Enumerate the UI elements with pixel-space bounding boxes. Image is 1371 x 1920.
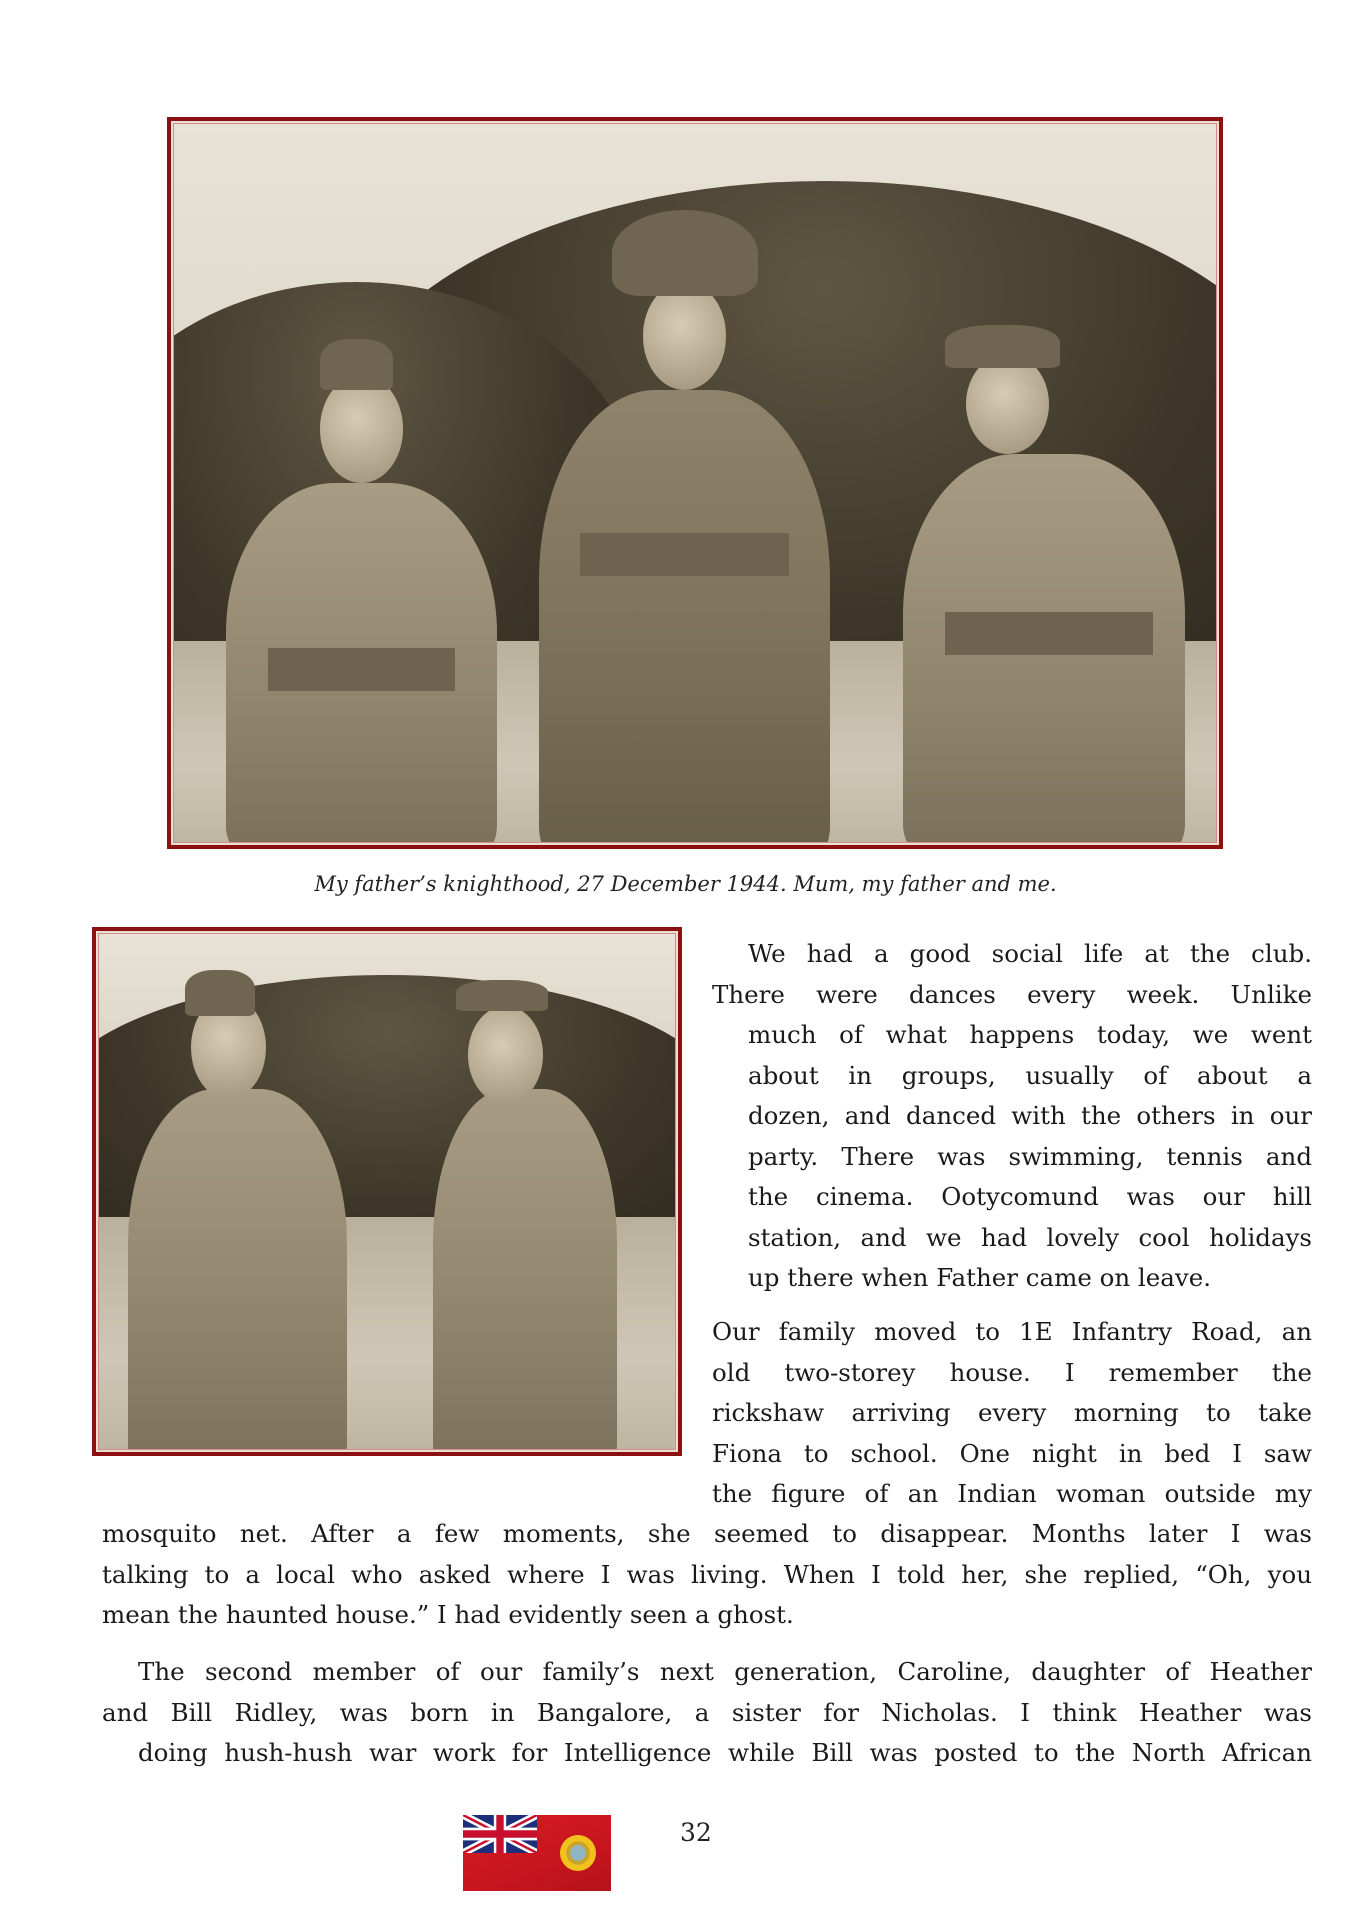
photo-person-daughter	[433, 1089, 617, 1451]
text-line: much of what happens today, we went	[748, 1020, 1312, 1049]
photo-cap	[185, 970, 254, 1016]
paragraph-infantry-road-continued	[102, 1514, 1312, 1636]
photo-slouch-hat	[612, 210, 758, 296]
text-line: Our family moved to 1E Infantry Road, an	[712, 1317, 1312, 1346]
photo-cap	[320, 339, 393, 389]
photo-head	[643, 282, 726, 390]
text-line: talking to a local who asked where I was living. When I told her, she replied, “Oh, you	[102, 1559, 1312, 1589]
photo-head	[468, 1006, 543, 1104]
text-line: There were dances every week. Unlike	[712, 979, 1312, 1009]
text-line: old two-storey house. I remember the	[712, 1357, 1312, 1387]
british-india-ensign-flag-icon	[463, 1815, 611, 1891]
paragraph-caroline	[102, 1652, 1312, 1774]
paragraph-infantry-road	[712, 1312, 1312, 1515]
photo-person-mum	[128, 1089, 347, 1451]
text-line: station, and we had lovely cool holidays	[748, 1222, 1312, 1252]
union-jack-canton	[463, 1815, 537, 1853]
photo-head	[966, 354, 1049, 455]
photo-two-women	[92, 927, 682, 1456]
text-line: about in groups, usually of about a	[748, 1060, 1312, 1090]
text-line: Fiona to school. One night in bed I saw	[712, 1438, 1312, 1468]
paragraph-social-life	[712, 934, 1312, 1299]
text-line: and Bill Ridley, was born in Bangalore, a sister for Nicholas. I think Heather was	[102, 1697, 1312, 1727]
photo-caption: My father’s knighthood, 27 December 1944. Mum, my father and me.	[314, 872, 1057, 896]
text-line: the cinema. Ootycomund was our hill	[748, 1182, 1312, 1211]
page-number: 32	[680, 1818, 712, 1847]
photo-peaked-cap	[456, 980, 548, 1011]
text-line: dozen, and danced with the others in our	[748, 1101, 1312, 1130]
photo-person-father	[539, 390, 831, 843]
text-line: mean the haunted house.” I had evidently seen a ghost.	[102, 1600, 794, 1629]
text-line: party. There was swimming, tennis and	[748, 1141, 1312, 1171]
photo-belt	[268, 648, 456, 691]
photo-belt	[580, 533, 788, 576]
text-line: rickshaw arriving every morning to take	[712, 1398, 1312, 1427]
photo-belt	[945, 612, 1153, 655]
text-line: doing hush-hush war work for Intelligence while Bill was posted to the North African	[138, 1738, 1312, 1767]
photo-knighthood	[167, 117, 1223, 849]
text-line: We had a good social life at the club.	[748, 939, 1312, 968]
photo-image	[173, 123, 1217, 843]
text-line: up there when Father came on leave.	[748, 1263, 1211, 1292]
photo-image	[98, 933, 676, 1450]
photo-head	[320, 375, 403, 483]
text-line: mosquito net. After a few moments, she seemed to disappear. Months later I was	[102, 1519, 1312, 1548]
photo-peaked-cap	[945, 325, 1060, 368]
text-line: The second member of our family’s next generation, Caroline, daughter of Heather	[138, 1657, 1312, 1686]
text-line: the figure of an Indian woman outside my	[712, 1479, 1312, 1508]
star-of-india-emblem	[560, 1835, 596, 1871]
